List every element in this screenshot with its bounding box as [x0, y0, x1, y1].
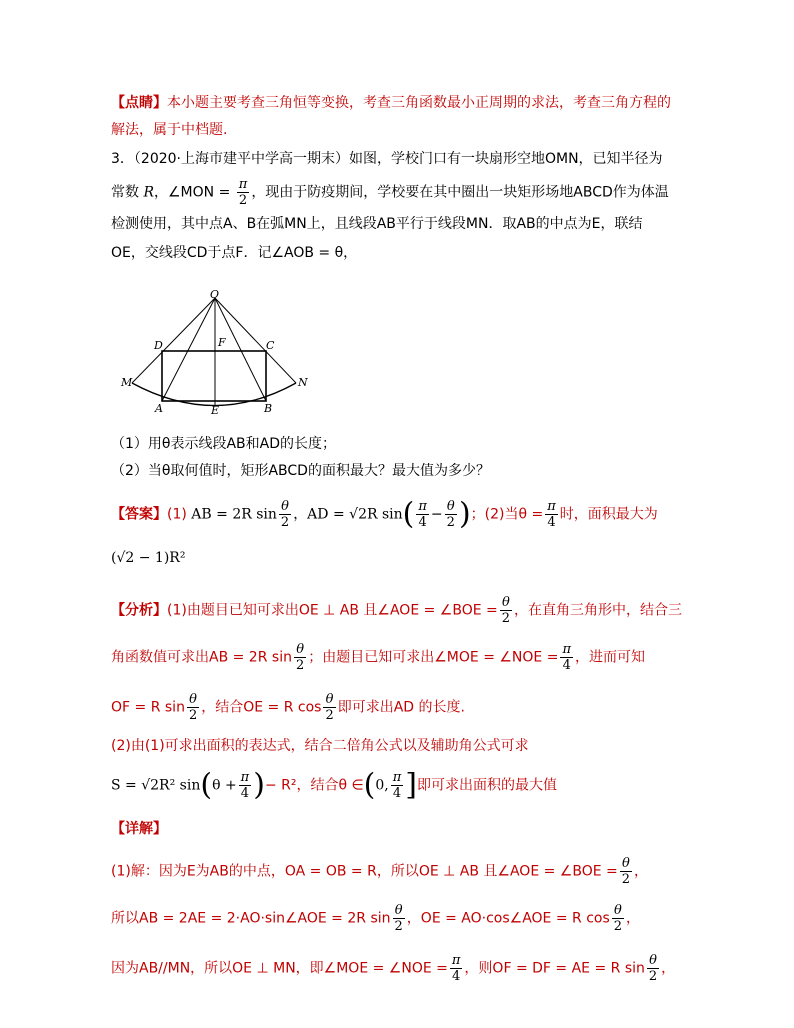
problem-text: 常数	[111, 184, 139, 201]
analysis-text: OF = R sin	[111, 699, 185, 716]
numerator: π	[451, 953, 461, 968]
detail-text: ，	[626, 910, 641, 927]
formula-part: 0,	[375, 777, 389, 794]
denominator: 2	[238, 193, 248, 208]
fraction-theta-over-2	[323, 692, 335, 723]
numerator: π	[240, 770, 250, 785]
denominator: 2	[446, 515, 455, 530]
denominator: 4	[547, 515, 556, 530]
fraction-pi-over-4	[560, 642, 573, 673]
detail-text: ，	[661, 960, 676, 977]
analysis-line-1	[111, 595, 682, 626]
answer-ab: AB = 2R sin	[191, 506, 277, 523]
label-C: C	[266, 339, 275, 352]
numerator: θ	[323, 692, 335, 708]
analysis-text: 角函数值可求出AB = 2R sin	[111, 649, 292, 666]
problem-line-2	[111, 177, 669, 208]
analysis-text: − R²，结合θ ∈	[264, 777, 364, 794]
fraction-theta-over-2	[187, 692, 199, 723]
fraction-pi-over-2	[237, 177, 250, 208]
line-OA	[162, 298, 215, 401]
numerator: θ	[647, 953, 659, 969]
detail-tag: 【详解】	[111, 821, 167, 837]
numerator: π	[392, 770, 402, 785]
answer-part: 时，面积最大为	[559, 506, 658, 523]
detail-text: 所以AB = 2AE = 2·AO·sin∠AOE = 2R sin	[111, 910, 391, 927]
detail-text: 因为AB//MN，所以OE ⊥ MN，即∠MOE = ∠NOE =	[111, 960, 448, 977]
numerator: π	[418, 499, 427, 514]
label-B: B	[264, 402, 273, 415]
rectangle-ABCD	[162, 351, 266, 401]
detail-text: ，	[634, 863, 649, 880]
denominator: 2	[280, 515, 290, 530]
analysis-line-2	[111, 642, 645, 673]
bracket: ]	[405, 767, 418, 803]
paren: (	[402, 496, 415, 532]
note-line-2: 解法，属于中档题.	[111, 122, 228, 138]
bracket: (	[363, 767, 376, 803]
analysis-line-4: (2)由(1)可求出面积的表达式，结合二倍角公式以及辅助角公式可求	[111, 738, 529, 754]
answer-line-1	[111, 496, 658, 532]
answer-ad: ，AD = √2R sin	[293, 506, 403, 523]
denominator: 4	[418, 515, 427, 530]
detail-line-3	[111, 953, 675, 984]
detail-line-1	[111, 856, 648, 887]
denominator: 2	[613, 919, 623, 934]
line-ON	[215, 298, 296, 383]
fraction-pi-over-4	[450, 953, 463, 984]
numerator: π	[547, 499, 556, 514]
analysis-text: ，进而可知	[575, 649, 645, 666]
analysis-text: 即可求出面积的最大值	[417, 777, 558, 794]
numerator: θ	[620, 856, 632, 872]
answer-tag: 【答案】	[111, 506, 167, 523]
fraction-theta-over-2	[294, 642, 306, 673]
label-O: O	[210, 288, 220, 301]
sector-figure	[118, 288, 318, 418]
denominator: 2	[295, 658, 305, 673]
denominator: 2	[188, 708, 198, 723]
numerator: θ	[294, 642, 306, 658]
note-line-1	[111, 92, 671, 114]
fraction-theta-over-2	[279, 499, 291, 530]
question-1: （1）用θ表示线段AB和AD的长度；	[111, 436, 337, 452]
denominator: 4	[562, 658, 571, 673]
detail-text: ，则OF = DF = AE = R sin	[464, 960, 645, 977]
label-A: A	[155, 402, 163, 415]
numerator: π	[562, 642, 571, 657]
problem-text: ，∠MON =	[154, 184, 231, 201]
fraction-theta-over-2	[612, 903, 624, 934]
answer-part: ；(2)当θ =	[470, 506, 544, 523]
label-M: M	[121, 376, 133, 389]
question-2: （2）当θ取何值时，矩形ABCD的面积最大？最大值为多少？	[111, 463, 490, 479]
analysis-line-3	[111, 692, 465, 723]
fraction-theta-over-2	[393, 903, 405, 934]
numerator: θ	[445, 499, 457, 515]
denominator: 4	[392, 786, 402, 801]
denominator: 4	[452, 969, 461, 984]
fraction-theta-over-2	[500, 595, 512, 626]
denominator: 4	[240, 786, 250, 801]
line-OM	[132, 298, 215, 383]
numerator: π	[238, 177, 248, 192]
minus: −	[430, 506, 443, 523]
denominator: 2	[394, 919, 403, 934]
label-E: E	[211, 404, 220, 417]
numerator: θ	[612, 903, 624, 919]
label-F: F	[218, 336, 226, 349]
numerator: θ	[500, 595, 512, 611]
fraction-theta-over-2	[445, 499, 457, 530]
detail-line-2	[111, 903, 640, 934]
paren: (	[200, 767, 213, 803]
formula-part: θ +	[212, 777, 237, 794]
formula-s: S = √2R² sin	[111, 777, 201, 794]
problem-text: ，现由于防疫期间，学校要在其中圈出一块矩形场地ABCD作为体温	[251, 184, 669, 201]
radius-symbol: R	[143, 184, 154, 201]
denominator: 2	[325, 708, 334, 723]
detail-text: (1)解：因为E为AB的中点，OA = OB = R，所以OE ⊥ AB 且∠AOE = ∠BOE =	[111, 863, 618, 880]
fraction-theta-over-2	[647, 953, 659, 984]
analysis-line-5	[111, 767, 558, 803]
line-OB	[215, 298, 266, 401]
numerator: θ	[393, 903, 405, 919]
paren: )	[458, 496, 471, 532]
denominator: 2	[501, 611, 511, 626]
problem-line-1: 3．（2020·上海市建平中学高一期末）如图，学校门口有一块扇形空地OMN，已知半径为	[111, 151, 663, 167]
analysis-text: 即可求出AD 的长度.	[337, 699, 465, 716]
fraction-pi-over-4	[416, 499, 429, 530]
denominator: 2	[648, 969, 658, 984]
analysis-text: (1)由题目已知可求出OE ⊥ AB 且∠AOE = ∠BOE =	[167, 602, 498, 619]
analysis-tag: 【分析】	[111, 602, 167, 619]
paren: )	[253, 767, 265, 803]
detail-text: ，OE = AO·cos∠AOE = R cos	[406, 910, 610, 927]
answer-max: (√2 − 1)R²	[111, 550, 186, 566]
problem-line-3: 检测使用，其中点A、B在弧MN上，且线段AB平行于线段MN．取AB的中点为E，联结	[111, 216, 643, 232]
fraction-pi-over-4	[545, 499, 558, 530]
note-text-1: 本小题主要考查三角恒等变换，考查三角函数最小正周期的求法，考查三角方程的	[167, 95, 671, 111]
numerator: θ	[279, 499, 291, 515]
analysis-text: ，在直角三角形中，结合三	[514, 602, 683, 619]
analysis-text: ，结合OE = R cos	[201, 699, 322, 716]
fraction-pi-over-4	[239, 770, 252, 801]
note-tag: 【点睛】	[111, 95, 167, 111]
fraction-pi-over-4	[391, 770, 404, 801]
numerator: θ	[187, 692, 199, 708]
problem-line-4: OE，交线段CD于点F．记∠AOB = θ，	[111, 245, 358, 261]
label-N: N	[298, 376, 308, 389]
label-D: D	[154, 339, 163, 352]
analysis-text: ；由题目已知可求出∠MOE = ∠NOE =	[308, 649, 559, 666]
answer-part: (1)	[167, 506, 187, 523]
denominator: 2	[621, 872, 631, 887]
fraction-theta-over-2	[620, 856, 632, 887]
